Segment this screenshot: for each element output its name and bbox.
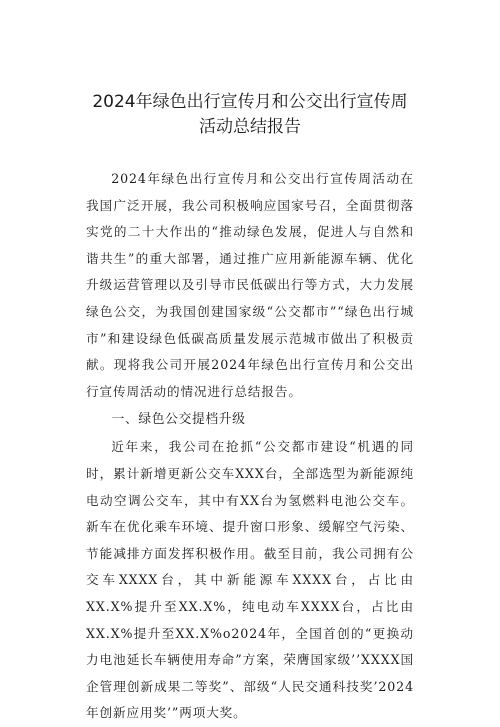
title-line-2: 活动总结报告 [199, 117, 301, 137]
section-1-heading: 一、绿色公交提档升级 [111, 412, 246, 428]
document-title [86, 90, 414, 140]
intro-paragraph: 2024年绿色出行宣传月和公交出行宣传周活动在我国广泛开展，我公司积极响应国家号召，全面贯彻落实党的二十大作出的“推动绿色发展，促进人与自然和谐共生”的重大部署，通过推广应用新能源车辆、优化升级运营管理以及引导市民低碳出行等方式，大力发展绿色公交，为我国创建国家级“公交都市”“绿色出行城市”和建设绿色低碳高质量发展示范城市做出了积极贡献。现将我公司开展2024年绿色出行宣传月和公交出行宣传周活动的情况进行总结报告。 [86, 171, 414, 399]
intro-section [86, 166, 414, 405]
section-1-paragraph: 近年来，我公司在抢抓“公交都市建设“机遇的同时，累计新增更新公交车XXX台，全部选型为新能源纯电动空调公交车，其中有XX台为氢燃料电池公交车。新车在优化乘车环境、提升窗口形象、缓解空气污染、节能减排方面发挥积极作用。截至目前，我公司拥有公交车XXXX台，其中新能源车XXXX台，占比由XX.X%提升至XX.X%，纯电动车XXXX台，占比由XX.X%提升至XX.X%o2024年，全国首创的“更换动力电池延长车辆使用寿命”方案，荣膺国家级’’XXXX国企管理创新成果二等奖”、部级“人民交通科技奖’2024年创新应用奖’”两项大奖。 [86, 439, 414, 721]
title-line-1: 2024年绿色出行宣传月和公交出行宣传周 [92, 92, 408, 112]
